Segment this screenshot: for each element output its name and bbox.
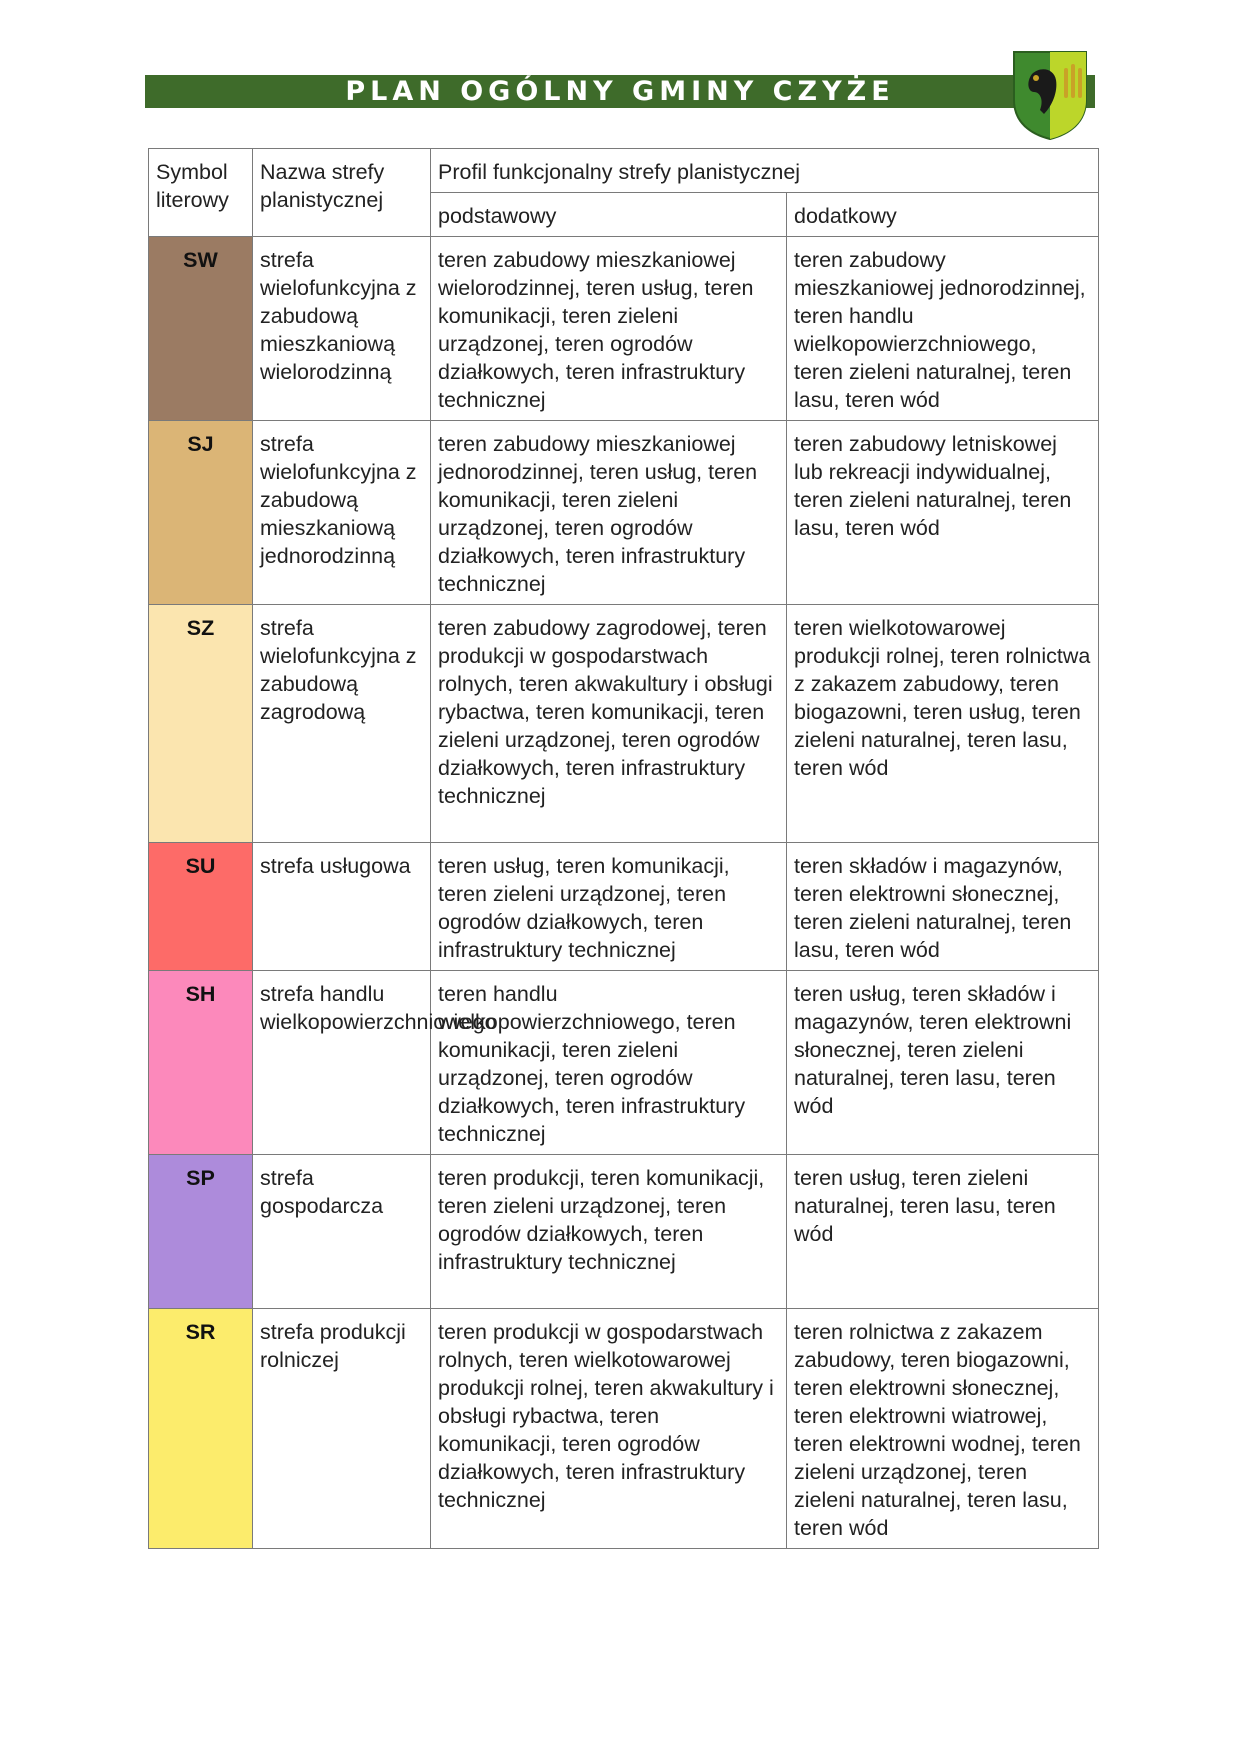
zone-basic-profile-cell: teren usług, teren komunikacji, teren zieleni urządzonej, teren ogrodów działkowych, teren infrastruktury technicznej bbox=[431, 843, 787, 971]
page-title: PLAN OGÓLNY GMINY CZYŻE bbox=[345, 76, 895, 107]
zones-table bbox=[148, 148, 1099, 1549]
zone-basic-profile-cell: teren handlu wielkopowierzchniowego, teren komunikacji, teren zieleni urządzonej, teren ogrodów działkowych, teren infrastruktury technicznej bbox=[431, 971, 787, 1155]
zone-symbol-cell: SU bbox=[149, 843, 253, 971]
zone-symbol-cell: SR bbox=[149, 1309, 253, 1549]
zone-additional-profile-cell: teren składów i magazynów, teren elektrowni słonecznej, teren zieleni naturalnej, teren lasu, teren wód bbox=[787, 843, 1099, 971]
zone-symbol-cell: SJ bbox=[149, 421, 253, 605]
header-basic: podstawowy bbox=[431, 193, 787, 237]
zone-name-cell: strefa handlu wielkopowierzchniowego bbox=[253, 971, 431, 1155]
zone-symbol-cell: SP bbox=[149, 1155, 253, 1309]
zone-symbol-cell: SW bbox=[149, 237, 253, 421]
table-row bbox=[149, 1155, 1099, 1309]
page-title-banner bbox=[145, 75, 1095, 108]
table-row bbox=[149, 971, 1099, 1155]
zone-name-cell: strefa gospodarcza bbox=[253, 1155, 431, 1309]
zone-name-cell: strefa wielofunkcyjna z zabudową zagrodową bbox=[253, 605, 431, 843]
zone-additional-profile-cell: teren zabudowy mieszkaniowej jednorodzinnej, teren handlu wielkopowierzchniowego, teren zieleni naturalnej, teren lasu, teren wód bbox=[787, 237, 1099, 421]
header-name: Nazwa strefy planistycznej bbox=[253, 149, 431, 237]
zone-additional-profile-cell: teren wielkotowarowej produkcji rolnej, teren rolnictwa z zakazem zabudowy, teren biogazowni, teren usług, teren zieleni naturalnej, teren lasu, teren wód bbox=[787, 605, 1099, 843]
zone-symbol-cell: SH bbox=[149, 971, 253, 1155]
header-profile: Profil funkcjonalny strefy planistycznej bbox=[431, 149, 1099, 193]
municipal-coat-of-arms-icon bbox=[1010, 48, 1090, 142]
zone-additional-profile-cell: teren rolnictwa z zakazem zabudowy, teren biogazowni, teren elektrowni słonecznej, teren elektrowni wiatrowej, teren elektrowni wodnej, teren zieleni urządzonej, teren zieleni naturalnej, teren lasu, teren wód bbox=[787, 1309, 1099, 1549]
table-row bbox=[149, 843, 1099, 971]
header-additional: dodatkowy bbox=[787, 193, 1099, 237]
table-header-row bbox=[149, 149, 1099, 193]
table-row bbox=[149, 237, 1099, 421]
zone-basic-profile-cell: teren produkcji, teren komunikacji, teren zieleni urządzonej, teren ogrodów działkowych, teren infrastruktury technicznej bbox=[431, 1155, 787, 1309]
zone-name-cell: strefa usługowa bbox=[253, 843, 431, 971]
zone-name-cell: strefa produkcji rolniczej bbox=[253, 1309, 431, 1549]
zone-additional-profile-cell: teren zabudowy letniskowej lub rekreacji indywidualnej, teren zieleni naturalnej, teren lasu, teren wód bbox=[787, 421, 1099, 605]
zone-name-cell: strefa wielofunkcyjna z zabudową mieszkaniową wielorodzinną bbox=[253, 237, 431, 421]
zone-basic-profile-cell: teren zabudowy mieszkaniowej wielorodzinnej, teren usług, teren komunikacji, teren zieleni urządzonej, teren ogrodów działkowych, teren infrastruktury technicznej bbox=[431, 237, 787, 421]
table-row bbox=[149, 1309, 1099, 1549]
table-row bbox=[149, 421, 1099, 605]
zone-symbol-cell: SZ bbox=[149, 605, 253, 843]
zone-basic-profile-cell: teren zabudowy zagrodowej, teren produkcji w gospodarstwach rolnych, teren akwakultury i obsługi rybactwa, teren komunikacji, teren zieleni urządzonej, teren ogrodów działkowych, teren infrastruktury technicznej bbox=[431, 605, 787, 843]
zone-basic-profile-cell: teren produkcji w gospodarstwach rolnych, teren wielkotowarowej produkcji rolnej, teren akwakultury i obsługi rybactwa, teren komunikacji, teren ogrodów działkowych, teren infrastruktury technicznej bbox=[431, 1309, 787, 1549]
zone-additional-profile-cell: teren usług, teren zieleni naturalnej, teren lasu, teren wód bbox=[787, 1155, 1099, 1309]
zone-basic-profile-cell: teren zabudowy mieszkaniowej jednorodzinnej, teren usług, teren komunikacji, teren zieleni urządzonej, teren ogrodów działkowych, teren infrastruktury technicznej bbox=[431, 421, 787, 605]
header-symbol: Symbol literowy bbox=[149, 149, 253, 237]
zone-additional-profile-cell: teren usług, teren składów i magazynów, teren elektrowni słonecznej, teren zieleni naturalnej, teren lasu, teren wód bbox=[787, 971, 1099, 1155]
table-row bbox=[149, 605, 1099, 843]
zone-name-cell: strefa wielofunkcyjna z zabudową mieszkaniową jednorodzinną bbox=[253, 421, 431, 605]
